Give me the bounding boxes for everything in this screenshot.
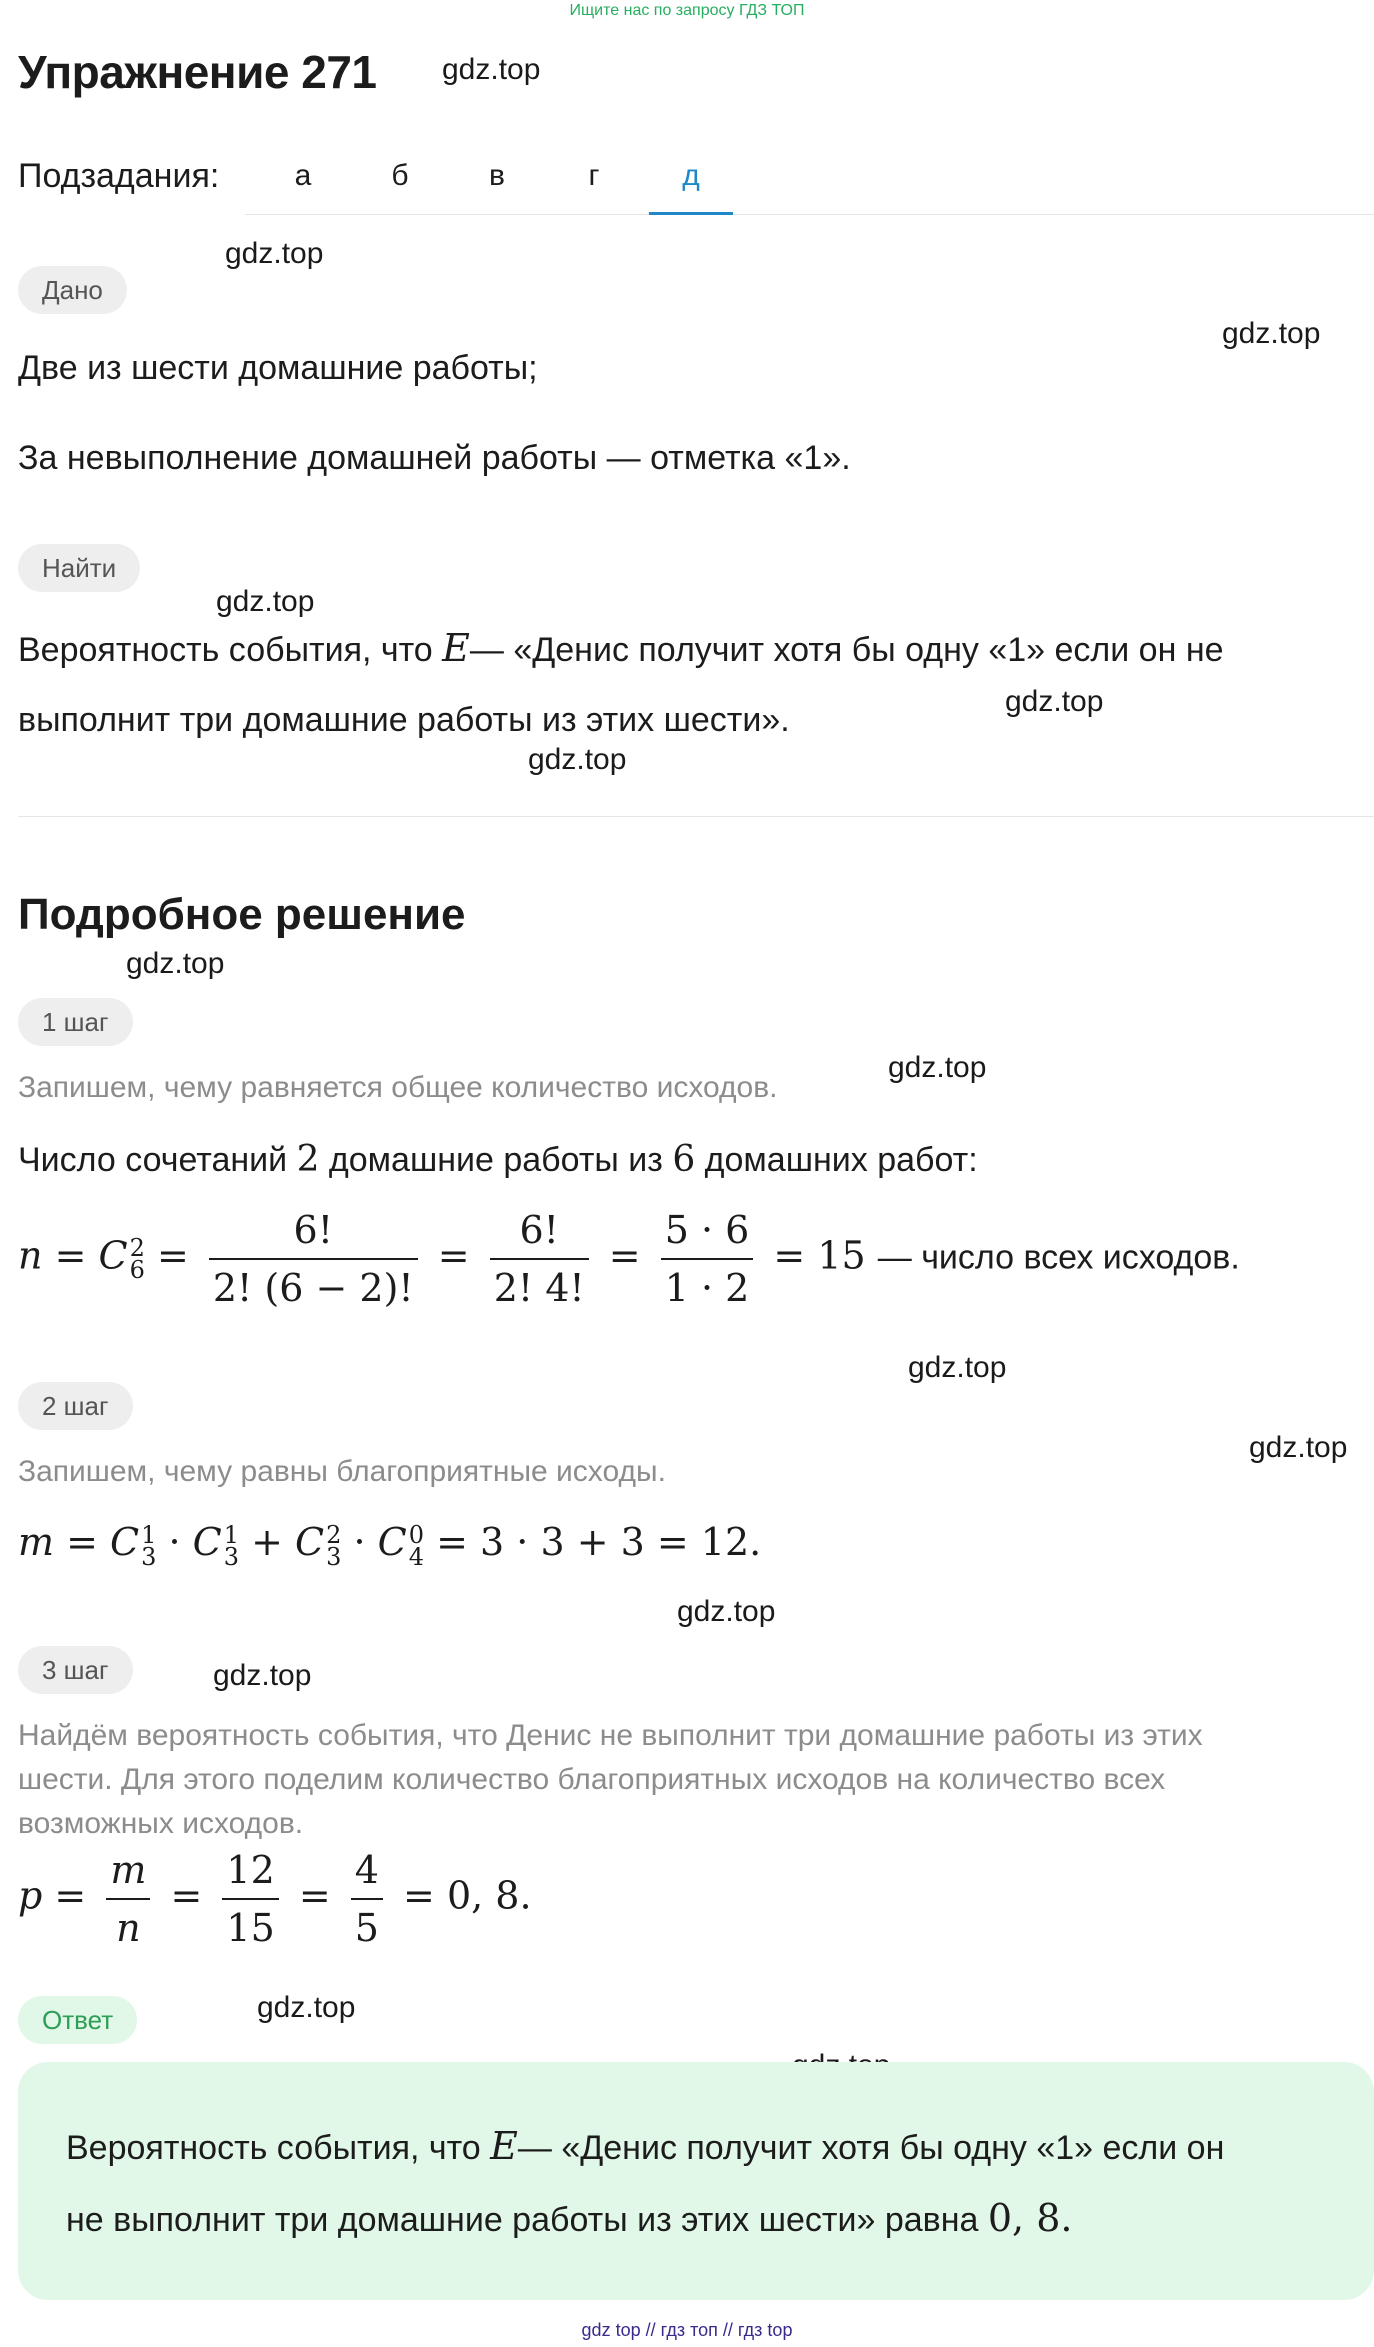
find-line-2: выполнит три домашние работы из этих шести». — [18, 701, 790, 739]
step1-text-a: Число сочетаний — [18, 1141, 297, 1179]
answer-suffix: — «Денис получит хотя бы одну «1» если он — [517, 2129, 1225, 2167]
watermark: gdz.top — [1249, 1431, 1348, 1464]
top-banner: Ищите нас по запросу ГДЗ ТОП — [569, 2, 805, 19]
step3-hint-line-3: возможных исходов. — [18, 1807, 304, 1840]
footer-links[interactable]: gdz top // гдз топ // гдз top — [581, 2320, 793, 2340]
answer-event-symbol: E — [490, 2124, 518, 2168]
subtasks-label: Подзадания: — [18, 157, 220, 195]
watermark: gdz.top — [908, 1351, 1007, 1384]
formula-n: n — [18, 1233, 43, 1278]
divider — [18, 816, 1374, 817]
step2-formula: m = C 1 3 · C 1 3 + C 2 3 · C 0 4 = 3 · 3 + 3 = 12. — [18, 1520, 762, 1571]
watermark: gdz.top — [1005, 685, 1104, 718]
answer-value: 0, 8. — [987, 2196, 1073, 2240]
answer-prefix: Вероятность события, что — [66, 2129, 491, 2167]
tab-v[interactable]: в — [489, 159, 505, 192]
step3-hint-line-1: Найдём вероятность события, что Денис не выполнит три домашние работы из этих — [18, 1719, 1203, 1752]
watermark: gdz.top — [257, 1991, 356, 2024]
find-line-1 — [18, 626, 1224, 672]
step1-n: 6 — [672, 1139, 696, 1180]
fraction: $\frac{5 \cdot 6}{1 \cdot 2}$ — [661, 1206, 754, 1312]
answer-line-1 — [66, 2124, 1224, 2170]
step1-text-b: домашние работы из — [319, 1141, 673, 1179]
fraction: $\frac{m}{n}$ — [106, 1846, 150, 1952]
watermark: gdz.top — [1222, 317, 1321, 350]
watermark: gdz.top — [213, 1659, 312, 1692]
step1-result-text: — число всех исходов. — [877, 1238, 1240, 1277]
tab-a[interactable]: а — [294, 159, 312, 192]
step1-result: 15 — [817, 1233, 866, 1278]
watermark: gdz.top — [528, 743, 627, 776]
given-line-2: За невыполнение домашней работы — отметка «1». — [18, 439, 851, 477]
step3-hint-line-2: шести. Для этого поделим количество благоприятных исходов на количество всех — [18, 1763, 1166, 1796]
tab-b[interactable]: б — [391, 159, 409, 192]
answer-line-2 — [66, 2196, 1072, 2242]
fraction: $\frac{6!}{2! 4!}$ — [490, 1206, 589, 1312]
step1-hint: Запишем, чему равняется общее количество исходов. — [18, 1071, 778, 1104]
find-prefix: Вероятность события, что — [18, 631, 443, 669]
step2-hint: Запишем, чему равны благоприятные исходы. — [18, 1455, 666, 1488]
page-title: Упражнение 271 — [18, 46, 377, 98]
step3-formula: p = $\frac{m}{n}$ = $\frac{12}{15}$ = $\frac{4}{5}$ = 0, 8. — [18, 1848, 532, 1950]
tab-g[interactable]: г — [588, 159, 600, 192]
answer-badge: Ответ — [18, 1996, 137, 2044]
find-badge: Найти — [18, 544, 140, 592]
step1-k: 2 — [296, 1139, 320, 1180]
step1-text-c: домашних работ: — [695, 1141, 978, 1179]
step1-text — [18, 1138, 978, 1182]
step2-badge: 2 шаг — [18, 1382, 133, 1430]
step1-formula: n = C 2 6 = $\frac{6!}{2! (6 - 2)!}$ = $\frac{6!}{2! 4!}$ = $\frac{5 \cdot 6}{1 \cdot 2}$ = 15 — число всех исходов. — [18, 1208, 1240, 1310]
find-suffix: — «Денис получит хотя бы одну «1» если он не — [469, 631, 1224, 669]
event-symbol: E — [442, 626, 470, 670]
step2-tail: = 3 · 3 + 3 = 12. — [436, 1520, 762, 1564]
answer-box — [18, 2062, 1374, 2300]
tab-d[interactable]: д — [649, 145, 733, 215]
subtask-tabs — [245, 145, 1374, 215]
fraction: $\frac{6!}{2! (6 - 2)!}$ — [209, 1206, 418, 1312]
solution-title: Подробное решение — [18, 890, 466, 939]
step3-badge: 3 шаг — [18, 1646, 133, 1694]
watermark: gdz.top — [888, 1051, 987, 1084]
watermark: gdz.top — [442, 53, 541, 86]
step3-result: 0, 8. — [446, 1873, 532, 1918]
given-badge: Дано — [18, 266, 127, 314]
step1-badge: 1 шаг — [18, 998, 133, 1046]
answer-line2-text: не выполнит три домашние работы из этих шести» равна — [66, 2201, 988, 2239]
fraction: $\frac{12}{15}$ — [222, 1846, 278, 1952]
watermark: gdz.top — [216, 585, 315, 618]
fraction: $\frac{4}{5}$ — [351, 1846, 383, 1952]
watermark: gdz.top — [677, 1595, 776, 1628]
watermark: gdz.top — [126, 947, 225, 980]
watermark: gdz.top — [225, 237, 324, 270]
given-line-1: Две из шести домашние работы; — [18, 349, 538, 387]
